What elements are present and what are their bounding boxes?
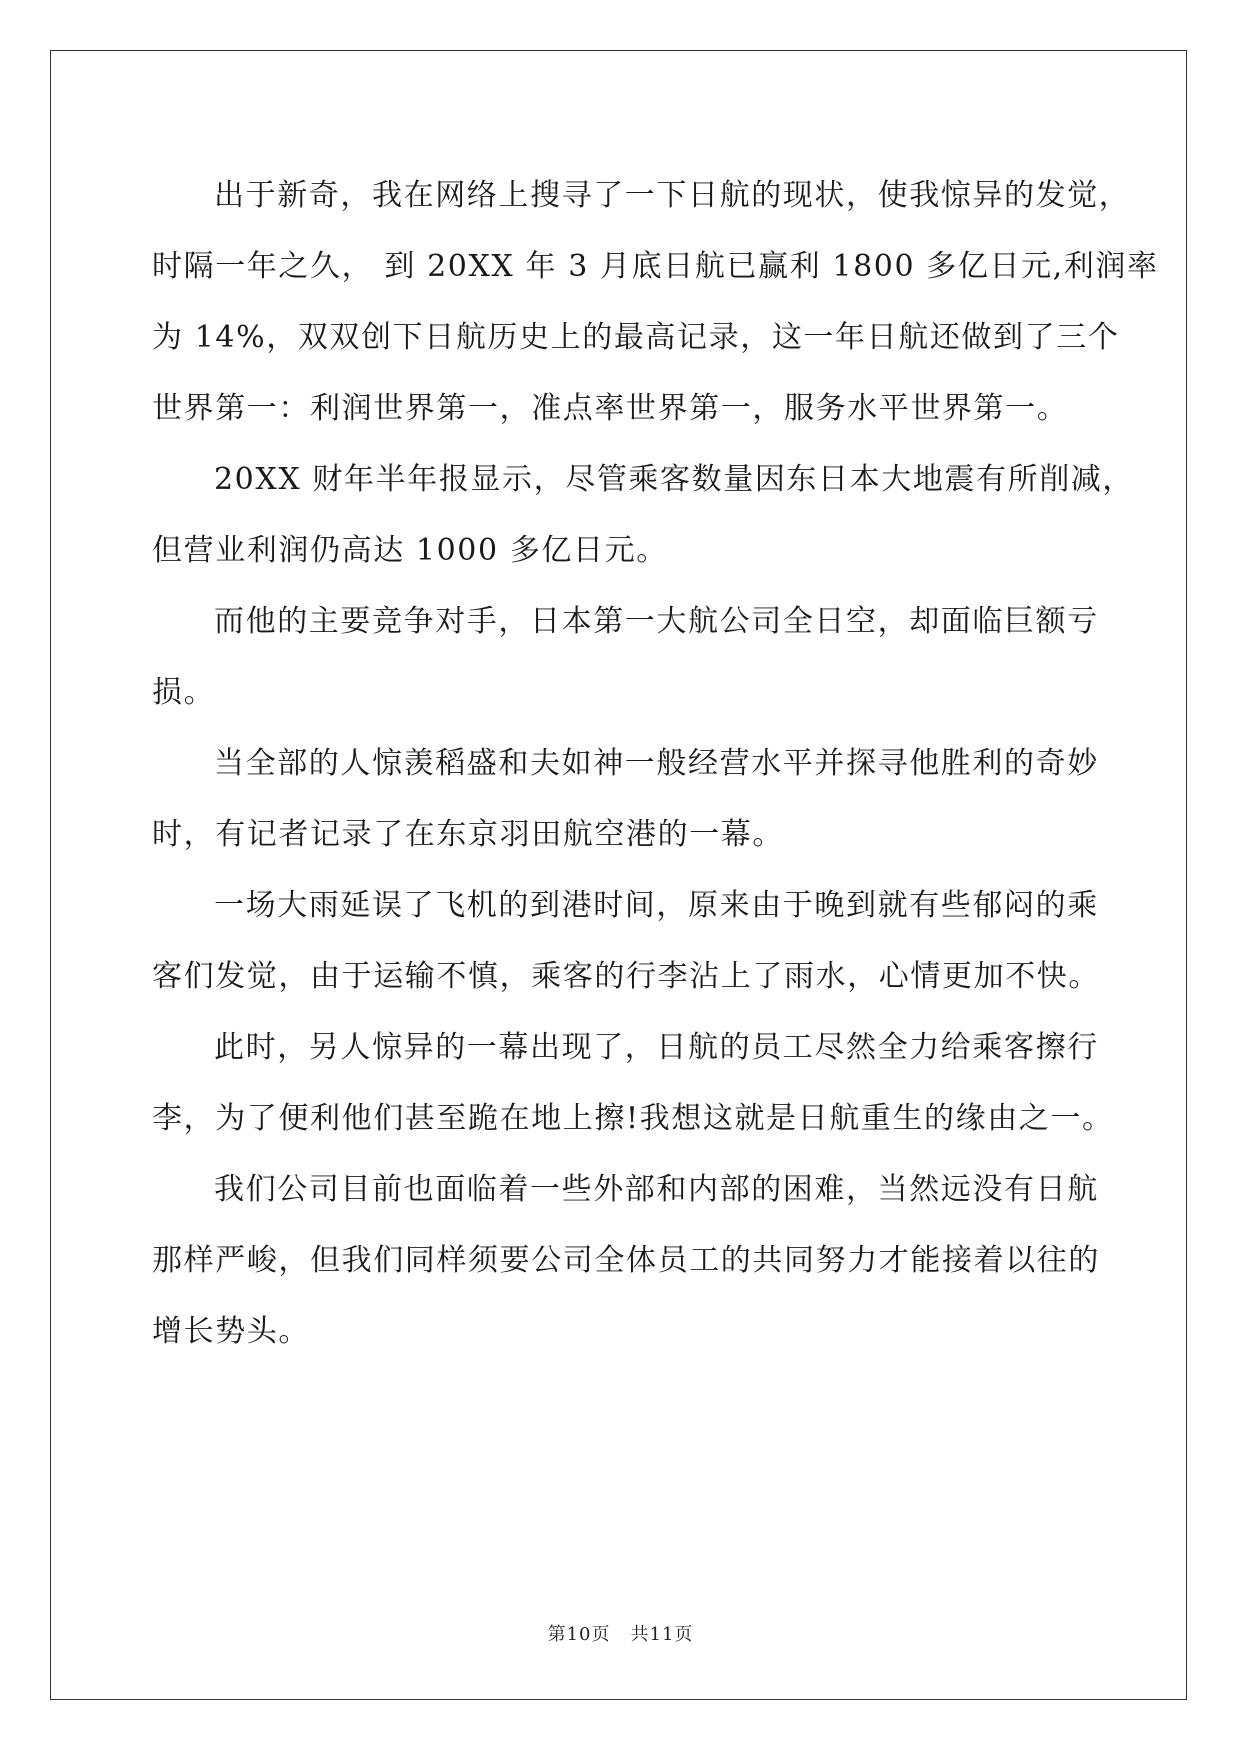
- text-line: 但营业利润仍高达 1000 多亿日元。: [152, 533, 668, 568]
- text-line: 李，为了便利他们甚至跪在地上擦!我想这就是日航重生的缘由之一。: [152, 1101, 1114, 1136]
- text-line: 世界第一：利润世界第一，准点率世界第一，服务水平世界第一。: [152, 391, 1069, 426]
- text-line: 为 14%，双双创下日航历史上的最高记录，这一年日航还做到了三个: [152, 320, 1120, 355]
- document-body: [152, 160, 1159, 1367]
- text-line: 损。: [152, 675, 216, 710]
- page-number: 第10页: [547, 1624, 611, 1645]
- page-total: 共11页: [630, 1624, 694, 1645]
- text-line: 时，有记者记录了在东京羽田航空港的一幕。: [152, 817, 784, 852]
- text-line: 增长势头。: [152, 1314, 310, 1349]
- text-line: 当全部的人惊羡稻盛和夫如神一般经营水平并探寻他胜利的奇妙: [214, 746, 1099, 781]
- text-line: 出于新奇，我在网络上搜寻了一下日航的现状，使我惊异的发觉，: [214, 178, 1131, 213]
- text-line: 一场大雨延误了飞机的到港时间，原来由于晚到就有些郁闷的乘: [214, 888, 1099, 923]
- text-line: 此时，另人惊异的一幕出现了，日航的员工尽然全力给乘客擦行: [214, 1030, 1099, 1065]
- text-line: 客们发觉，由于运输不慎，乘客的行李沾上了雨水，心情更加不快。: [152, 959, 1100, 994]
- text-line: 那样严峻，但我们同样须要公司全体员工的共同努力才能接着以往的: [152, 1243, 1100, 1278]
- text-line: 我们公司目前也面临着一些外部和内部的困难，当然远没有日航: [214, 1172, 1099, 1207]
- text-line: 而他的主要竞争对手，日本第一大航公司全日空，却面临巨额亏: [214, 604, 1099, 639]
- text-line: 20XX 财年半年报显示，尽管乘客数量因东日本大地震有所削减，: [214, 462, 1135, 497]
- page-footer: [0, 1620, 1241, 1646]
- text-line: 时隔一年之久， 到 20XX 年 3 月底日航已赢利 1800 多亿日元,利润率: [152, 249, 1159, 284]
